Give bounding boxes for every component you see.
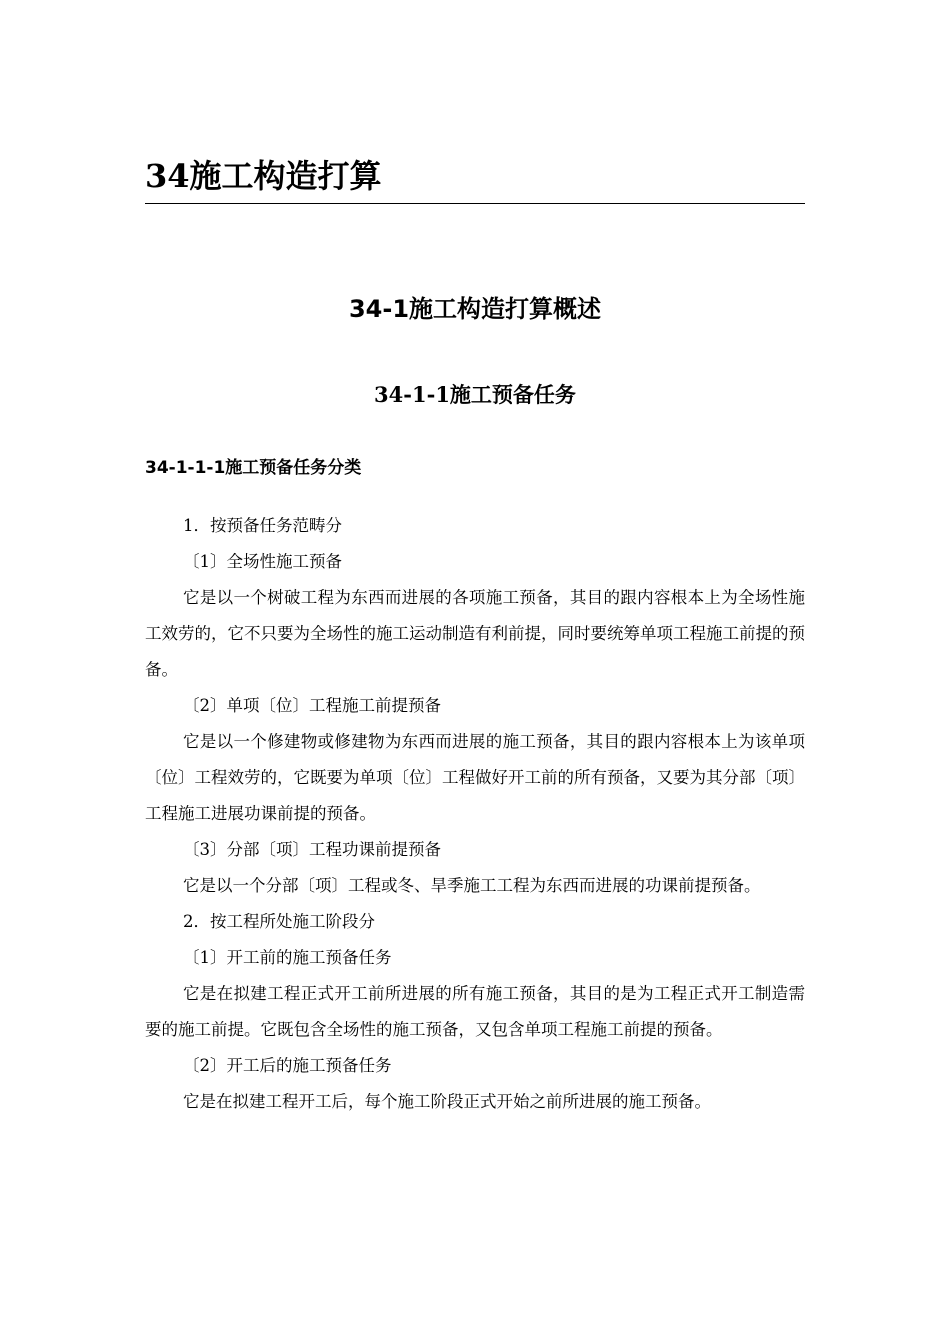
paragraph-sub-project: 它是以一个分部〔项〕工程或冬、旱季施工工程为东西而进展的功课前提预备。 (183, 876, 761, 895)
list-item-unit-project: 〔2〕单项〔位〕工程施工前提预备 (183, 696, 441, 715)
list-item-before-start: 〔1〕开工前的施工预备任务 (183, 948, 392, 967)
paragraph-site-wide: 它是以一个树破工程为东西而进展的各项施工预备，其目的跟内容根本上为全场性施工效劳的，它不只要为全场性的施工运动制造有利前提，同时要统筹单项工程施工前提的预备。 (145, 588, 805, 679)
list-item-site-wide: 〔1〕全场性施工预备 (183, 552, 342, 571)
list-item-sub-project: 〔3〕分部〔项〕工程功课前提预备 (183, 840, 441, 859)
list-heading-by-stage: 2．按工程所处施工阶段分 (183, 912, 375, 931)
subsubsection-title: 34-1-1-1施工预备任务分类 (145, 458, 362, 478)
paragraph-after-start: 它是在拟建工程开工后，每个施工阶段正式开始之前所进展的施工预备。 (183, 1092, 711, 1111)
section-title: 34-1施工构造打算概述 (348, 295, 602, 323)
paragraph-unit-project: 它是以一个修建物或修建物为东西而进展的施工预备，其目的跟内容根本上为该单项〔位〕工程效劳的，它既要为单项〔位〕工程做好开工前的所有预备，又要为其分部〔项〕工程施工进展功课前提的预备。 (145, 732, 805, 823)
list-heading-by-scope: 1．按预备任务范畴分 (183, 516, 342, 535)
body-text (145, 508, 805, 1120)
chapter-title: 34施工构造打算 (145, 157, 382, 195)
chapter-title-underline (145, 203, 805, 204)
subsection-title: 34-1-1施工预备任务 (374, 382, 576, 407)
list-item-after-start: 〔2〕开工后的施工预备任务 (183, 1056, 392, 1075)
paragraph-before-start: 它是在拟建工程正式开工前所进展的所有施工预备，其目的是为工程正式开工制造需要的施工前提。它既包含全场性的施工预备，又包含单项工程施工前提的预备。 (145, 984, 805, 1039)
